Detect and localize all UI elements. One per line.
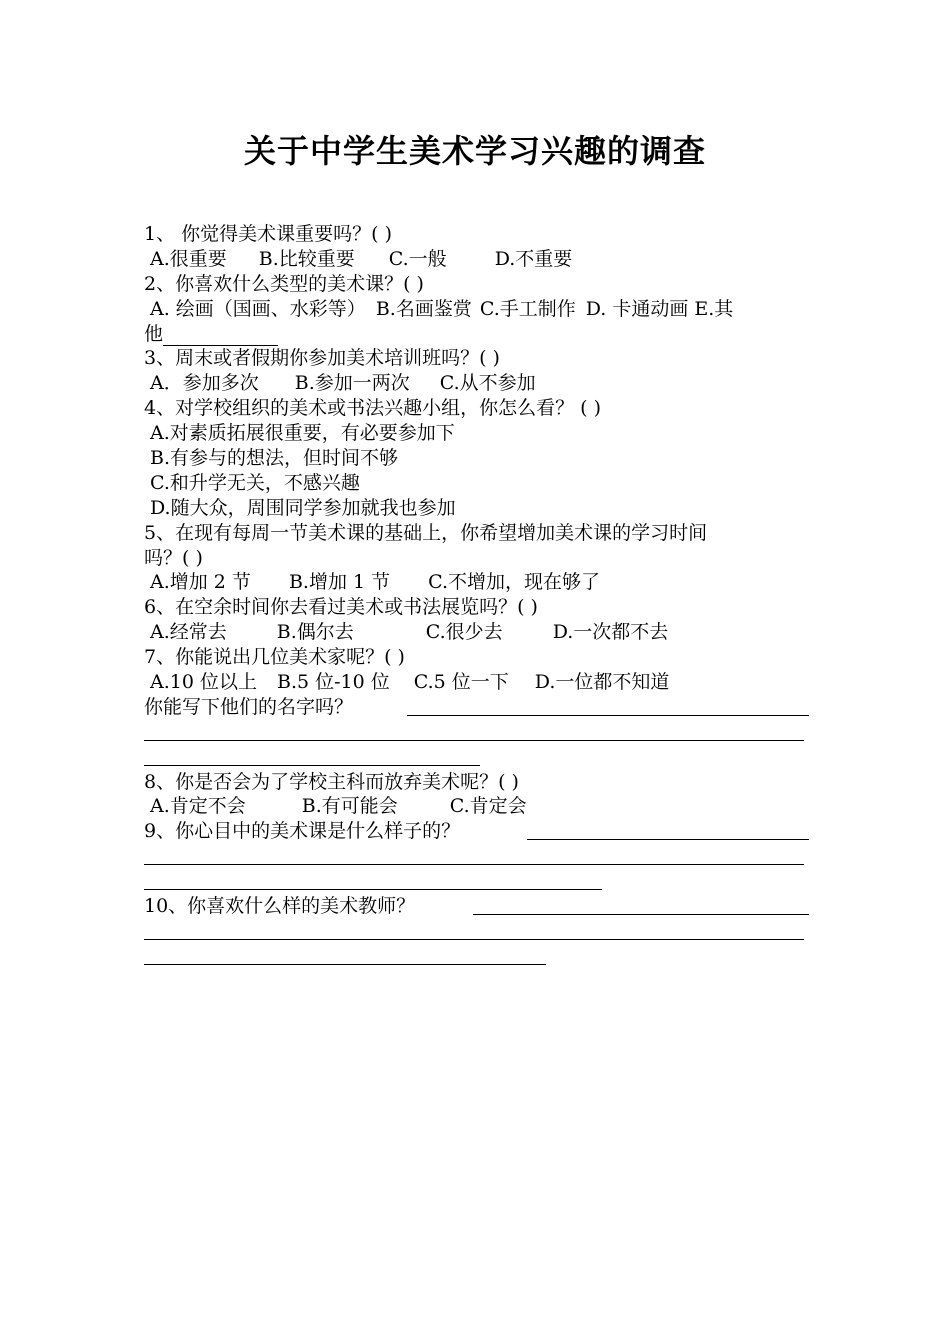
question-4-option-b: B.有参与的想法，但时间不够: [150, 447, 399, 470]
option-c: C.从不参加: [439, 372, 536, 395]
option-d: D.一位都不知道: [534, 671, 670, 694]
answer-line[interactable]: [144, 745, 809, 770]
option-a: A.经常去: [150, 621, 227, 644]
answer-line[interactable]: [144, 944, 809, 969]
answer-line[interactable]: [144, 844, 809, 869]
option-a: A.很重要: [150, 247, 227, 270]
option-d: D. 卡通动画: [585, 297, 689, 320]
question-text: 10、你喜欢什么样的美术教师？: [144, 895, 416, 918]
option-c: C.肯定会: [449, 795, 527, 818]
question-1-options: [144, 247, 809, 272]
option-e-continued: 他: [144, 322, 164, 345]
question-5-options: [144, 570, 809, 595]
question-8-options: [144, 794, 809, 819]
answer-blank[interactable]: [527, 839, 809, 840]
question-5: [144, 521, 809, 546]
question-2: [144, 272, 809, 297]
option-b: B.名画鉴赏: [375, 297, 472, 320]
question-9: [144, 819, 809, 844]
answer-line[interactable]: [144, 869, 809, 894]
option-b: B.比较重要: [258, 247, 355, 270]
question-2-options: [144, 297, 809, 322]
answer-line[interactable]: [144, 720, 809, 745]
option-c: C.手工制作: [479, 297, 576, 320]
question-4: [144, 396, 809, 421]
option-e: E.其: [694, 297, 734, 320]
survey-body: [144, 222, 809, 969]
option-c: C.5 位一下: [413, 671, 509, 694]
survey-title: 关于中学生美术学习兴趣的调查: [243, 132, 706, 170]
option-a: A.10 位以上: [150, 671, 257, 694]
option-b: B.增加 1 节: [288, 571, 391, 594]
question-text: 4、对学校组织的美术或书法兴趣小组，你怎么看？ ( ): [144, 397, 601, 420]
answer-line[interactable]: [144, 919, 809, 944]
question-8: [144, 770, 809, 795]
option-d: D.一次都不去: [552, 621, 669, 644]
answer-blank[interactable]: [473, 914, 809, 915]
question-7: [144, 645, 809, 670]
option-a: A.增加 2 节: [150, 571, 251, 594]
question-text: 3、周末或者假期你参加美术培训班吗？( ): [144, 347, 500, 370]
question-5-continued: 吗？( ): [144, 546, 203, 569]
option-b: B.有可能会: [301, 795, 398, 818]
answer-blank[interactable]: [163, 326, 278, 346]
question-4-option-c: C.和升学无关，不感兴趣: [150, 471, 360, 494]
question-text: 2、你喜欢什么类型的美术课？( ): [144, 272, 424, 295]
option-c: C.不增加，现在够了: [428, 571, 601, 594]
question-6: [144, 595, 809, 620]
question-7-followup: [144, 695, 809, 720]
question-10: [144, 894, 809, 919]
option-a: A. 绘画（国画、水彩等）: [150, 297, 366, 320]
question-text: 7、你能说出几位美术家呢？( ): [144, 646, 405, 669]
question-1: [144, 222, 809, 247]
question-4-option-d: D.随大众，周围同学参加就我也参加: [150, 496, 456, 519]
question-text: 8、你是否会为了学校主科而放弃美术呢？( ): [144, 770, 519, 793]
answer-blank[interactable]: [407, 715, 809, 716]
question-text: 5、在现有每周一节美术课的基础上，你希望增加美术课的学习时间: [144, 521, 708, 544]
question-6-options: [144, 620, 809, 645]
question-7-options: [144, 670, 809, 695]
option-a: A.肯定不会: [150, 795, 246, 818]
option-d: D.不重要: [494, 247, 573, 270]
option-b: B.5 位-10 位: [276, 671, 390, 694]
question-text: 6、在空余时间你去看过美术或书法展览吗？( ): [144, 596, 538, 619]
question-3: [144, 346, 809, 371]
question-3-options: [144, 371, 809, 396]
option-b: B.偶尔去: [276, 621, 354, 644]
followup-text: 你能写下他们的名字吗？: [144, 695, 354, 718]
option-a: A．参加多次: [150, 372, 259, 395]
question-text: 9、你心目中的美术课是什么样子的？: [144, 820, 461, 843]
option-c: C.一般: [388, 247, 447, 270]
question-2-other-line: [144, 322, 809, 347]
question-4-option-a: A.对素质拓展很重要，有必要参加下: [150, 422, 455, 445]
option-c: C.很少去: [425, 621, 503, 644]
question-text: 1、 你觉得美术课重要吗？( ): [144, 223, 392, 245]
option-b: B.参加一两次: [294, 372, 410, 395]
